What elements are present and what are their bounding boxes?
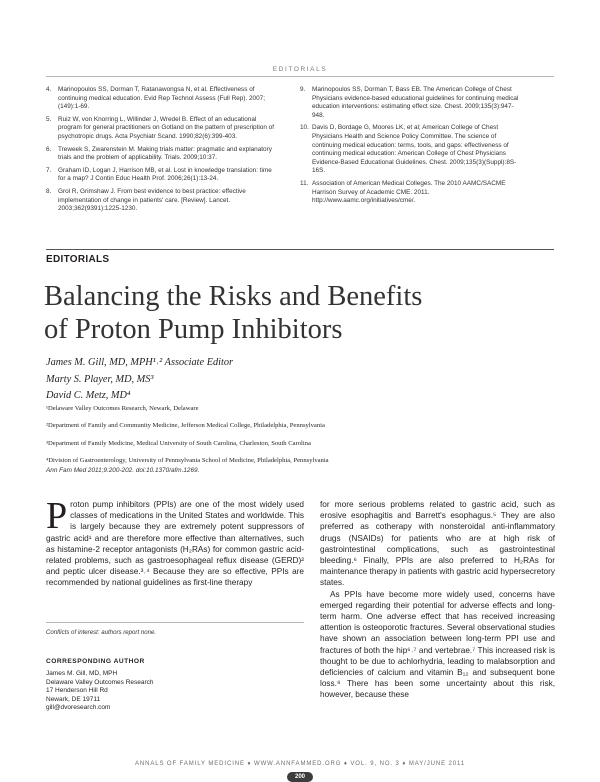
- reference-text: Davis D, Bordage G, Moores LK, et al; American College of Chest Physicians Health and Science Policy Committee. The science of continuing medical education: terms, tools, and gaps: effectiveness of continuing medical education: American College of Chest Physicians Evidence-Based Educational Guidelines. Chest. 2009;135(3)(Suppl):8S-16S.: [312, 124, 517, 175]
- title-line: Balancing the Risks and Benefits: [44, 281, 423, 312]
- reference-number: 11.: [300, 179, 309, 187]
- corresponding-author-label: CORRESPONDING AUTHOR: [46, 658, 145, 665]
- reference-text: Ruiz W, von Knorring L, Willinder J, Wredel B. Effect of an educational program for general practitioners on Gotland on the pattern of prescription of psychotropic drugs. Acta Psychiatr Scand. 1990;82(6):399-403.: [58, 115, 274, 140]
- affiliation-list: [46, 405, 554, 474]
- affiliation: ⁴Division of Gastroenterology, University of Pennsylvania School of Medicine, Philadelphia, Pennsylvania: [46, 456, 329, 464]
- corresponding-line: 17 Henderson Hill Rd: [46, 687, 108, 694]
- reference-text: Grol R, Grimshaw J. From best evidence to best practice: effective implementation of change in patients' care. [Review]. Lancet. 2003;362(9391):1225-1230.: [58, 187, 246, 213]
- conflicts-divider: [46, 622, 304, 623]
- affiliation: ²Department of Family and Community Medicine, Jefferson Medical College, Philadelphia, Pennsylvania: [46, 422, 325, 430]
- body-paragraph: for more serious problems related to gastric acid, such as erosive esophagitis and Barrett's esophagus.⁵ They are also preferred as cotherapy with nonsteroidal anti-inflammatory drugs (NSAIDs) for patients who are at high risk of gastrointestinal complications, such as gastrointestinal bleeding.⁶ Finally, PPIs are also preferred to H₂RAs for maintenance therapy in patients with gastric acid hypersecretory states.: [320, 500, 555, 588]
- reference-item: [46, 116, 274, 142]
- body-paragraph: As PPIs have become more widely used, concerns have emerged regarding their potential for adverse effects and long-term harm. One adverse effect that has received increasing attention is osteoporotic fractures. Several observational studies have shown an association between long-term PPI use and fractures of both the hip⁶˒⁷ and vertebrae.⁷ This increased risk is thought to be due to achlorhydria, leading to malabsorption and deficiencies of calcium and vitamin B₁₂ and subsequent bone loss.⁸ There has been some uncertainty about this risk, however, because these: [320, 589, 555, 700]
- body-paragraph: roton pump inhibitors (PPIs) are one of the most widely used classes of medications in the United States and worldwide. This is largely because they are extremely potent suppressors of gastric acid¹ and are therefore more effective than alternatives, such as histamine-2 receptor antagonists (H₂RAs) for common gastric acid-related problems, such as gastroesophageal reflux disease (GERD)² and peptic ulcer disease.³˒⁴ Because they are so effective, PPIs are recommended by national guidelines as first-line therapy: [46, 500, 304, 588]
- reference-text: Marinopoulos SS, Dorman T, Ratanawongsa N, et al. Effectiveness of continuing medical education. Evid Rep Technol Assess (Full Rep). 2007;(149):1-69.: [58, 86, 265, 111]
- affiliation: ¹Delaware Valley Outcomes Research, Newark, Delaware: [46, 405, 199, 412]
- reference-item: [46, 146, 274, 163]
- drop-cap: P: [46, 495, 68, 537]
- corresponding-line: James M. Gill, MD, MPH: [46, 670, 118, 677]
- reference-item: [46, 188, 274, 214]
- corresponding-line: Delaware Valley Outcomes Research: [46, 678, 154, 686]
- page-number-badge: 200: [287, 772, 313, 782]
- reference-number: 7.: [46, 166, 52, 174]
- author: James M. Gill, MD, MPH¹˒² Associate Editor: [46, 357, 234, 368]
- references-right-column: [300, 86, 524, 210]
- header-divider: [46, 76, 554, 77]
- reference-item: [300, 124, 524, 176]
- title-line: of Proton Pump Inhibitors: [44, 314, 343, 345]
- conflicts-of-interest: Conflicts of interest: authors report none.: [46, 629, 157, 636]
- reference-text: Graham ID, Logan J, Harrison MB, et al. Lost in knowledge translation: time for a map? J Contin Educ Health Prof. 2006;26(1):13-24.: [58, 166, 272, 183]
- body-column-left: [46, 495, 304, 589]
- reference-item: [300, 180, 524, 206]
- running-foot: ANNALS OF FAMILY MEDICINE ♦ WWW.ANNFAMMED.ORG ♦ VOL. 9, NO. 3 ♦ MAY/JUNE 2011: [134, 761, 466, 767]
- reference-number: 5.: [46, 115, 52, 123]
- section-label: EDITORIALS: [46, 254, 110, 265]
- corresponding-line: Newark, DE 19711: [46, 695, 101, 703]
- reference-item: [46, 167, 274, 184]
- reference-item: [300, 86, 524, 120]
- author: David C. Metz, MD⁴: [46, 390, 131, 401]
- citation: Ann Fam Med 2011;9:200-202. doi:10.1370/afm.1269.: [46, 467, 200, 474]
- body-column-right: [320, 499, 555, 701]
- article-title: [44, 280, 564, 346]
- reference-text: Marinopoulos SS, Dorman T, Bass EB. The American College of Chest Physicians evidence-based educational guidelines for continuing medical education interventions: estimating effect size. Chest. 2009;135(3):947-948.: [312, 86, 519, 119]
- reference-number: 4.: [46, 86, 52, 93]
- reference-item: [46, 86, 274, 112]
- reference-number: 6.: [46, 145, 52, 153]
- reference-text: Treweek S, Zwarenstein M. Making trials matter: pragmatic and explanatory trials and the problem of applicability. Trials. 2009;10:37.: [58, 145, 272, 162]
- author: Marty S. Player, MD, MS³: [46, 373, 154, 385]
- reference-number: 9.: [300, 86, 306, 93]
- section-divider: [46, 249, 554, 250]
- running-head: EDITORIALS: [272, 66, 328, 73]
- corresponding-author-block: [46, 670, 154, 713]
- corresponding-email: gill@dvoresearch.com: [46, 704, 111, 711]
- references-left-column: [46, 86, 274, 218]
- affiliation: ³Department of Family Medicine, Medical University of South Carolina, Charleston, South Carolina: [46, 439, 311, 447]
- reference-text: Association of American Medical Colleges. The 2010 AAMC/SACME Harrison Survey of Academic CME. 2011. http://www.aamc.org/initiatives/cme/.: [312, 179, 506, 205]
- reference-number: 10.: [300, 124, 309, 132]
- reference-number: 8.: [46, 187, 52, 195]
- author-list: [46, 355, 233, 405]
